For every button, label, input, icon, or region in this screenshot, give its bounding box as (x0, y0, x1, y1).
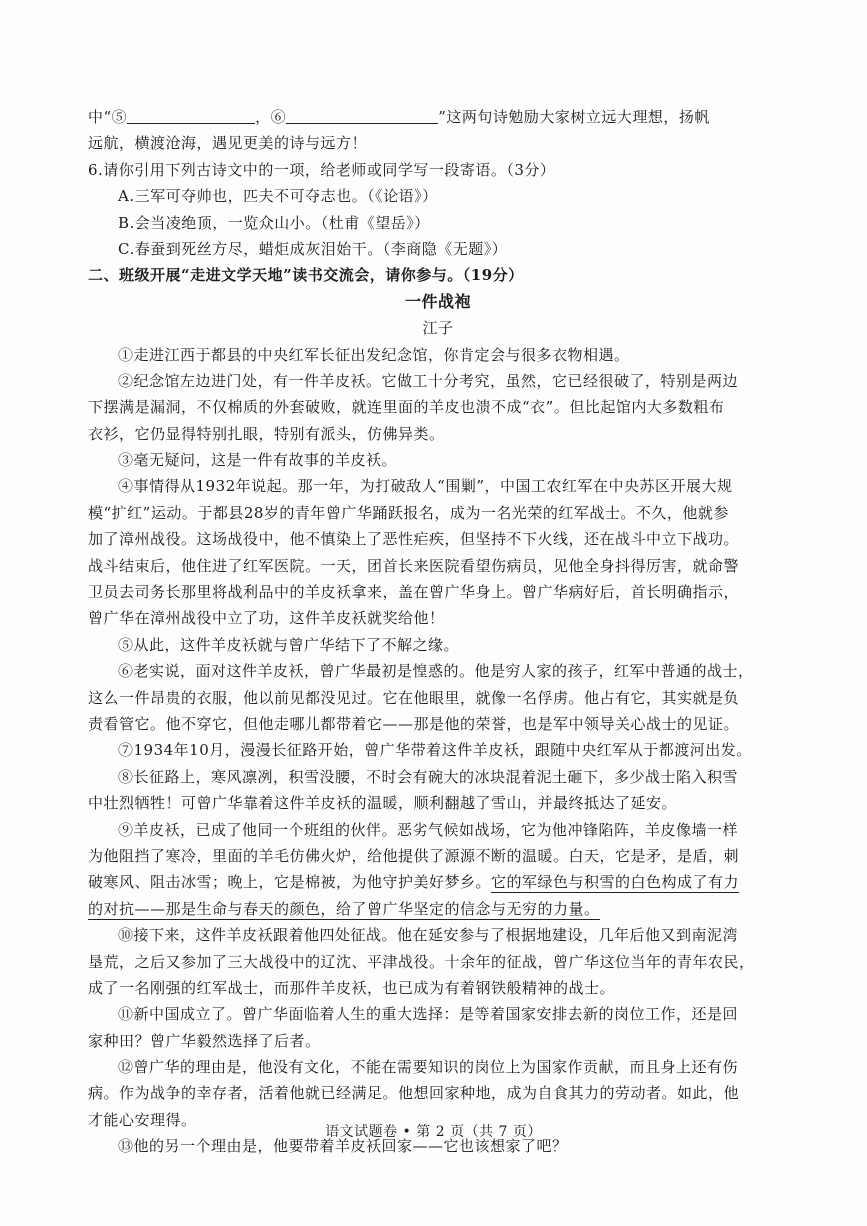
paragraph-9-line: 为他阻挡了寒冷，里面的羊毛仿佛火炉，给他提供了源源不断的温暖。白天，它是矛，是盾，刺 (88, 846, 740, 865)
paragraph-9-line: ⑨羊皮袄，已成了他同一个班组的伙伴。恶劣气候如战场，它为他冲锋陷阵，羊皮像墙一样 (118, 820, 739, 839)
answer-blank-6[interactable] (286, 107, 438, 124)
paragraph-9-text: 破寒风、阻击冰雪；晚上，它是棉被，为他守护美好梦乡。 (88, 873, 492, 892)
paragraph-2-line: 下摆满是漏洞，不仅棉质的外套破败，就连里面的羊皮也溃不成“衣”。但比起馆内大多数粗布 (88, 398, 725, 417)
paragraph-4-line: ④事情得从1932年说起。那一年，为打破敌人“围剿”，中国工农红军在中央苏区开展大规 (118, 477, 733, 496)
article-author: 江子 (422, 319, 454, 338)
paragraph-5-line: ⑤从此，这件羊皮袄就与曾广华结下了不解之缘。 (118, 635, 460, 654)
paragraph-11-line: 家种田？曾广华毅然选择了后者。 (88, 1031, 321, 1050)
page-footer: 语文试题卷 • 第 2 页（共 7 页） (325, 1124, 542, 1140)
article-title: 一件战袍 (404, 291, 471, 311)
paragraph-4-line: 战斗结束后，他住进了红军医院。一天，团首长来医院看望伤病员，见他全身抖得厉害，就命警 (88, 556, 740, 575)
paragraph-9-line (88, 869, 788, 895)
answer-blank-5[interactable] (127, 107, 255, 124)
paragraph-12-line: 才能心安理得。 (88, 1110, 197, 1129)
paragraph-4-line: 曾广华在漳州战役中立了功，这件羊皮袄就奖给他！ (88, 609, 445, 628)
underlined-sentence-part-1: 它的军绿色与积雪的白色构成了有力 (491, 873, 740, 892)
paragraph-4-line: 加了漳州战役。这场战役中，他不慎染上了恶性疟疾，但坚持不下火线，还在战斗中立下战功。 (88, 530, 740, 549)
question-6-option-b: B.会当凌绝顶，一览众山小。（杜甫《望岳》） (118, 213, 430, 232)
underlined-sentence-part-2: 的对抗——那是生命与春天的颜色，给了曾广华坚定的信念与无穷的力量。 (88, 899, 600, 918)
paragraph-12-line: ⑫曾广华的理由是，他没有文化，不能在需要知识的岗位上为国家作贡献，而且身上还有伤 (118, 1058, 739, 1077)
paragraph-3-line: ③毫无疑问，这是一件有故事的羊皮袄。 (118, 451, 398, 470)
paragraph-1-line: ①走进江西于都县的中央红军长征出发纪念馆，你肯定会与很多衣物相遇。 (118, 345, 630, 364)
fill-in-mid: ，⑥ (255, 108, 287, 126)
question-6-option-a: A.三军可夺帅也，匹夫不可夺志也。（《论语》） (118, 187, 438, 206)
paragraph-9-line (88, 896, 788, 922)
paragraph-6-line: ⑥老实说，面对这件羊皮袄，曾广华最初是惶惑的。他是穷人家的孩子，红军中普通的战士， (118, 662, 754, 681)
paragraph-4-line: 卫员去司务长那里将战利品中的羊皮袄拿来，盖在曾广华身上。曾广华病好后，首长明确指示， (88, 583, 740, 602)
question-6-stem: 6.请你引用下列古诗文中的一项，给老师或同学写一段寄语。（3分） (88, 160, 556, 179)
paragraph-7-line: ⑦1934年10月，漫漫长征路开始，曾广华带着这件羊皮袄，跟随中央红军从于都渡河出发。 (118, 741, 752, 760)
paragraph-2-line: ②纪念馆左边进门处，有一件羊皮袄。它做工十分考究，虽然，它已经很破了，特别是两边 (118, 371, 739, 390)
paragraph-12-line: 病。作为战争的幸存者，活着他就已经满足。他想回家种地，成为自食其力的劳动者。如此，他 (88, 1084, 740, 1103)
fill-in-prefix: 中“⑤ (88, 108, 128, 126)
paragraph-8-line: ⑧长征路上，寒风凛冽，积雪没腰，不时会有碗大的冰块混着泥土砸下，多少战士陷入积雪 (118, 767, 739, 786)
section-2-heading: 二、班级开展“走进文学天地”读书交流会，请你参与。（19分） (88, 266, 524, 285)
paragraph-2-line: 衣衫，它仍显得特别扎眼，特别有派头，仿佛异类。 (88, 424, 445, 443)
page-content (88, 104, 788, 1160)
paragraph-10-line: ⑩接下来，这件羊皮袄跟着他四处征战。他在延安参与了根据地建设，几年后他又到南泥湾 (118, 926, 739, 945)
paragraph-4-line: 模“扩红”运动。于都县28岁的青年曾广华踊跃报名，成为一名光荣的红军战士。不久，他就参 (88, 503, 729, 522)
paragraph-6-line: 这么一件昂贵的衣服，他以前见都没见过。它在他眼里，就像一名俘虏。他占有它，其实就是负 (88, 688, 740, 707)
fill-in-line-1 (88, 104, 788, 130)
paragraph-13-line: ⑬他的另一个理由是，他要带着羊皮袄回家——它也该想家了吧？ (118, 1137, 568, 1156)
paragraph-10-line: 垦荒，之后又参加了三大战役中的辽沈、平津战役。十余年的征战，曾广华这位当年的青年农民， (88, 952, 755, 971)
paragraph-6-line: 责看管它。他不穿它，但他走哪儿都带着它——那是他的荣誉，也是军中领导关心战士的见证。 (88, 714, 740, 733)
fill-in-line-2: 远航，横渡沧海，遇见更美的诗与远方！ (88, 134, 368, 153)
paragraph-8-line: 中壮烈牺牲！可曾广华靠着这件羊皮袄的温暖，顺利翻越了雪山，并最终抵达了延安。 (88, 794, 678, 813)
paragraph-11-line: ⑪新中国成立了。曾广华面临着人生的重大选择：是等着国家安排去新的岗位工作，还是回 (118, 1005, 739, 1024)
fill-in-suffix: ”这两句诗勉励大家树立远大理想，扬帆 (438, 108, 710, 126)
question-6-option-c: C.春蚕到死丝方尽，蜡炬成灰泪始干。（李商隐《无题》） (118, 239, 508, 258)
paragraph-10-line: 成了一名刚强的红军战士，而那件羊皮袄，也已成为有着钢铁般精神的战士。 (88, 978, 616, 997)
